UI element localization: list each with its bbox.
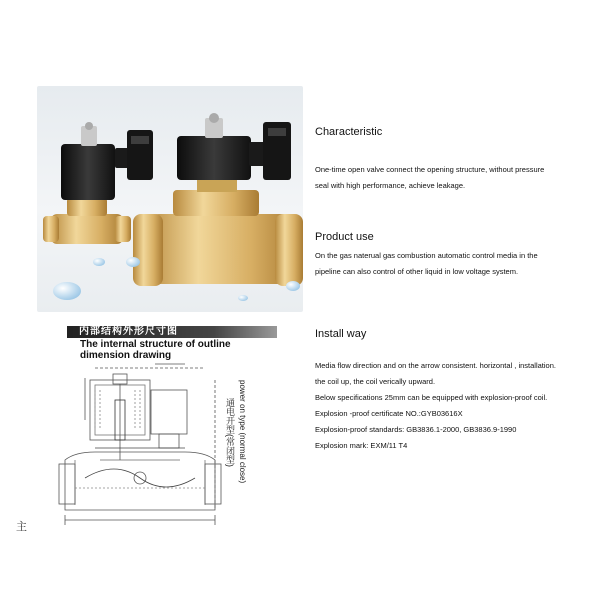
drawing-title-cn: 内部结构外形尺寸图 [79,326,178,337]
install-way-text [315,358,590,454]
large-valve [133,113,303,286]
install-line: Explosion mark: EXM/11 T4 [315,441,408,450]
characteristic-line: One-time open valve connect the opening structure, without pressure [315,165,545,174]
drawing-title-en-line: The internal structure of outline [80,339,231,350]
product-use-line: On the gas naterual gas combustion automatic control media in the [315,251,538,260]
product-use-title: Product use [315,231,374,243]
characteristic-title: Characteristic [315,126,383,138]
characteristic-line: seal with high performance, achieve leakage. [315,181,466,190]
product-photo [37,86,303,312]
install-way-title: Install way [315,328,367,340]
power-type-label-en: power on type (normal close) [238,380,247,484]
install-line: Explosion -proof certificate NO.:GYB03616X [315,409,463,418]
corner-glyph: 主 [16,521,27,533]
install-line: Explosion-proof standards: GB3836.1-2000, GB3836.9-1990 [315,425,517,434]
install-line: Media flow direction and on the arrow consistent. horizontal , installation. [315,361,556,370]
drawing-title-en [80,339,231,361]
power-type-label-cn: 通电开型(常闭型) [225,398,235,467]
product-use-line: pipeline can also control of other liquid in low voltage system. [315,267,519,276]
install-line: Below specifications 25mm can be equipped with explosion-proof coil. [315,393,548,402]
water-drop [53,282,81,300]
install-line: the coil up, the coil verically upward. [315,377,436,386]
cross-section-drawing [55,360,295,530]
water-drop [93,258,105,266]
water-drop [238,295,248,301]
drawing-title-en-line: dimension drawing [80,350,172,361]
water-drop [286,281,300,291]
characteristic-text [315,162,590,194]
water-drop [126,257,140,267]
valve-cross-section [55,360,295,530]
product-use-text [315,248,590,280]
solenoid-valves-illustration [37,86,303,312]
